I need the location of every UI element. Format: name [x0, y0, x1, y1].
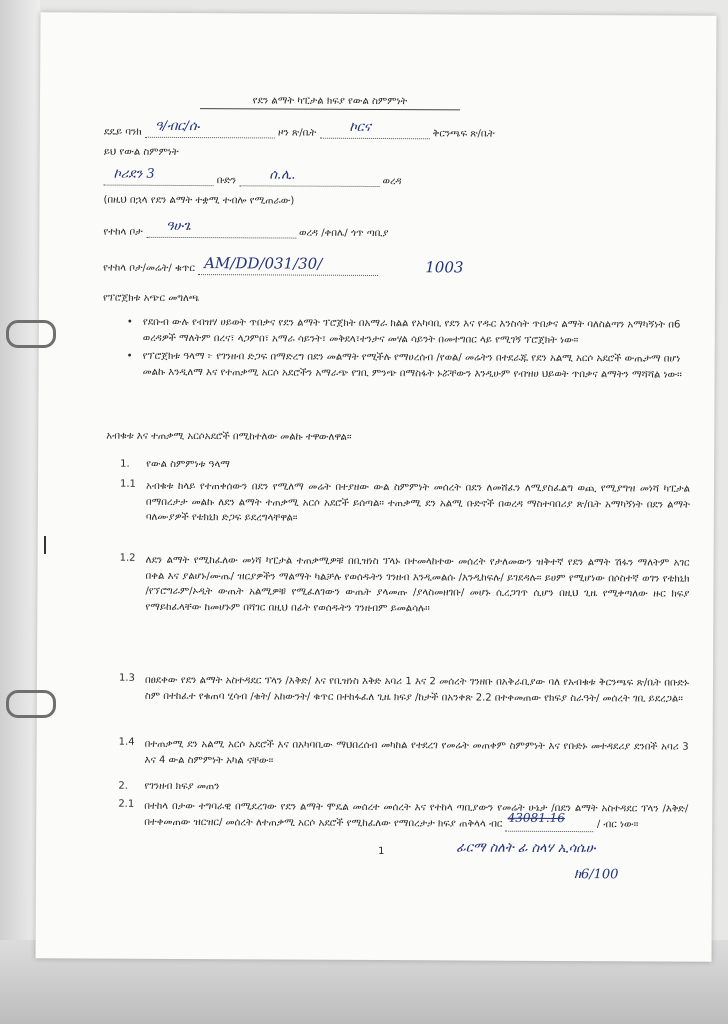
- group-value: ኮሪደን 3: [113, 166, 155, 182]
- group-dots: [104, 166, 214, 187]
- signature-line-2: ክ6/100: [573, 867, 619, 883]
- bank-dots: [145, 118, 275, 139]
- plot-extra: 1003: [425, 258, 464, 277]
- branch-label: ዞን ጽ/ቤት: [278, 127, 317, 139]
- intro-heading: የፕሮጀክቱ አጭር መግለጫ: [102, 292, 200, 305]
- sub-value: ሰ.ሊ.: [269, 167, 296, 183]
- woreda-label: ወረዳ: [382, 176, 402, 188]
- section-1-number: 1.: [120, 458, 130, 470]
- sub-dots: [239, 167, 379, 187]
- binder-edge: [0, 0, 40, 1024]
- intro-bullet-1: • የደቡብ ውሉ የብዝሃ ሀይወት ጥበቃና የደን ልማት ፕሮጀክት በአማራ ክልል የአካባቢ የደን እና የዱር እንስሳት ጥበቃና ልማት ባለስልጣን አማካኝነት በ6 ወረዳዎች ማለትም በረና፣ ላጋምበ፣ አማራ ሳይንት፣ መቅደላ፣ተንታና መሃል ሳይንት በመተግበር ላይ የሚገኝ ፕሮጀክት ነው።: [127, 315, 687, 349]
- plot-value: AM/DD/031/30/: [204, 254, 323, 273]
- section-1-2-text: ለደን ልማት የሚከፈለው መነሻ ካፒታል ተጠቃሚዎቹ በቢዝነስ ፕላኑ በተመላከተው መሰረት የታለመውን ዝቅተኛ የደን ልማት ሽፋን ማለትም አገር በቀል እና ያልሆኑ/ሙጤ/ ዝርያዎችን ማልማት ካልቻሉ የወሰዱትን ገንዘብ እንዲመልሱ /እንዲከፍሉ/ ይገደዳሉ። ይሀም የሚሆነው በሶስተኛ ወገን የቴክኒክ /የኘሮግራም/ኦዲት ውጤት አልሚዎቹ የሚፈለገውን ውጤት ያላመጡ /ያላስመዘገቡ/ መሆኑ ሲረጋገጥ ሲሆን በዚህ ጊዜ የሚቀጣለው ዙር ክፍያ የማይከፈላቸው ከመሆኑም በሻገር በዚህ በፊት የወሰዱትን ገንዘብም ይመልሳሉ።: [145, 554, 690, 614]
- section-2-heading: የገንዘብ ክፍያ መጠን: [144, 780, 220, 793]
- plot-label: የተከላ ቦታ/መሬት/ ቁጥር: [103, 262, 195, 275]
- intro-bullet-2: • የፕሮጀክቱ ዓላማ ፦ የገንዘብ ድጋፍ በማድረግ በደን መልማት የሚችሉ የማሀረሰብ /የወል/ መሬትን በተደራጁ የደን አልሚ አርሶ አደሮች ውጤታማ በሆነ መልኩ እንዲለማ እና የተጠቃሚ አርሶ አደሮችን አማራጭ የገቢ ምንጭ በማስፋት ኑሯቸውን እንዲሁም የብዝሀ ህይወት ጥበቃና ልማትን ማሻሻል ነው።: [127, 349, 687, 383]
- origin-dots: [146, 218, 296, 239]
- bank-value: ዓ/ብር/ሱ: [154, 118, 200, 135]
- note-line: (በዚህ በኋላ የደን ልማት ተቋሚ ተብሎ የሚጠራው): [103, 194, 295, 207]
- section-1-1-number: 1.1: [119, 478, 136, 490]
- section-2-1-number: 2.1: [118, 798, 135, 810]
- section-1-3-number: 1.3: [118, 672, 135, 684]
- amount-dots: [506, 810, 594, 832]
- amount-value: 43081.16: [507, 810, 565, 825]
- origin-suffix: ወረዳ /ቀበሌ/ ጎጥ ጣቢያ: [299, 227, 389, 240]
- bank-row: [103, 118, 495, 140]
- section-1-2-number: 1.2: [119, 552, 136, 564]
- section-1-4-text: በተጠቃሚ ደን አልሚ አርሶ አደሮች እና በአካባቢው ማህበረሰብ መካከል የተደረገ የመሬት መጠቀም ስምምነት እና የቡድኑ መተዳደሪያ ደንበች አባሪ 3 እና 4 ውል ስምምነት አካል ናቸው።: [144, 738, 689, 766]
- section-1-3-text: በፀደቀው የደን ልማት አስተዳደር ፕላን /እቅድ/ እና የቢዝነስ እቅድ አባሪ 1 እና 2 መሰረት ገንዘቡ በአቅራቢያው ባለ የአብቁቱ ቅርንጫፍ ጽ/ቤት በቡድኑ ስም በተከፈተ የቁጠባ ሂሳብ /ቁት/ አከውንት/ ቁጥር በተከፋፈለ ጊዜ ክፍያ /ከታች በአንቀጽ 2.2 በተቀመጠው የክፍያ ስራዓት/ መሰረት ገቢ ይደረጋል።: [144, 674, 690, 705]
- origin-row: [103, 218, 389, 240]
- group-row: [104, 166, 402, 188]
- origin-label: የተከላ ቦታ: [103, 226, 143, 238]
- origin-value: ዓሁጌ: [165, 218, 191, 235]
- agreement-line: ይህ የውል ስምምነት: [103, 146, 179, 158]
- binder-ring-top: [6, 320, 56, 348]
- section-1-4-number: 1.4: [118, 736, 135, 748]
- document-page: [36, 12, 717, 962]
- branch-dots: [319, 119, 429, 140]
- plot-dots: [198, 254, 378, 276]
- section-2-1-body: በተከላ በታው ተግባራዊ በሚደረገው የደን ልማት ሞዴል መሰረተ መሰረት እና የተከላ ጣቢያውን የመሬት ሁኔታ /በደን ልማት አስተዳደር ፕላን /እቅድ/ በተቀመጠው ዝርዝር/ መሰረት ለተጠቃሚ አርሶ አደሮች የሚከፈለው የማበረታታ ክፍያ ጠቅላላ ብር: [144, 800, 689, 830]
- page-number: 1: [378, 846, 385, 858]
- section-2-1-text: [144, 799, 688, 833]
- branch-value: ኮርና: [349, 119, 371, 135]
- group-label: ቡድን: [216, 175, 237, 187]
- document-title: የደን ልማት ካፒታል ክፍያ የውል ስምምነት: [200, 95, 460, 110]
- bank-label: ደዴይ ባንክ: [103, 126, 142, 138]
- section-1-heading: የውል ስምምነቱ ዓላማ: [146, 458, 230, 471]
- signature-line-1: ፊርማ ስለት ፊ ስላሃ ኢሳሴሁ: [456, 840, 596, 857]
- binder-ring-bottom: [6, 690, 56, 718]
- agreement-line-2: አብቁቱ እና ተጠቃሚ አርሶአደሮች በሚከተለው መልኩ ተዋውለዋል።: [106, 430, 352, 443]
- intro-bullet-list: [127, 315, 687, 386]
- plot-row: [103, 254, 464, 277]
- agreement-office-label: ቅርንጫፍ ጽ/ቤት: [432, 128, 495, 140]
- section-1-1-text: አብቁቱ ከላይ የተጠቀሰውን በደን የሚለማ መሬት በተያዘው ውል ስምምነት መሰረት በደን ለመሸፈን ለሚያስፈልግ ወጪ የሚያግዝ መነሻ ካፒታል በማበረታታ መልኩ ለደን ልማት ተጠቃሚ አርሶ አደሮች ይሰጣል። ተጠቃሚ ደን አልሚ ቡድኖች በወረዳ ማስተባበሪያ ጽ/ቤት አማካኝነት በደን ልማት ባለሙያዎች የቴክኒክ ድጋፍ ይደረግላቸዋል።: [145, 480, 691, 524]
- amount-suffix: / ብር ነው።: [596, 818, 639, 830]
- margin-mark: [44, 536, 46, 554]
- section-2-number: 2.: [118, 780, 129, 792]
